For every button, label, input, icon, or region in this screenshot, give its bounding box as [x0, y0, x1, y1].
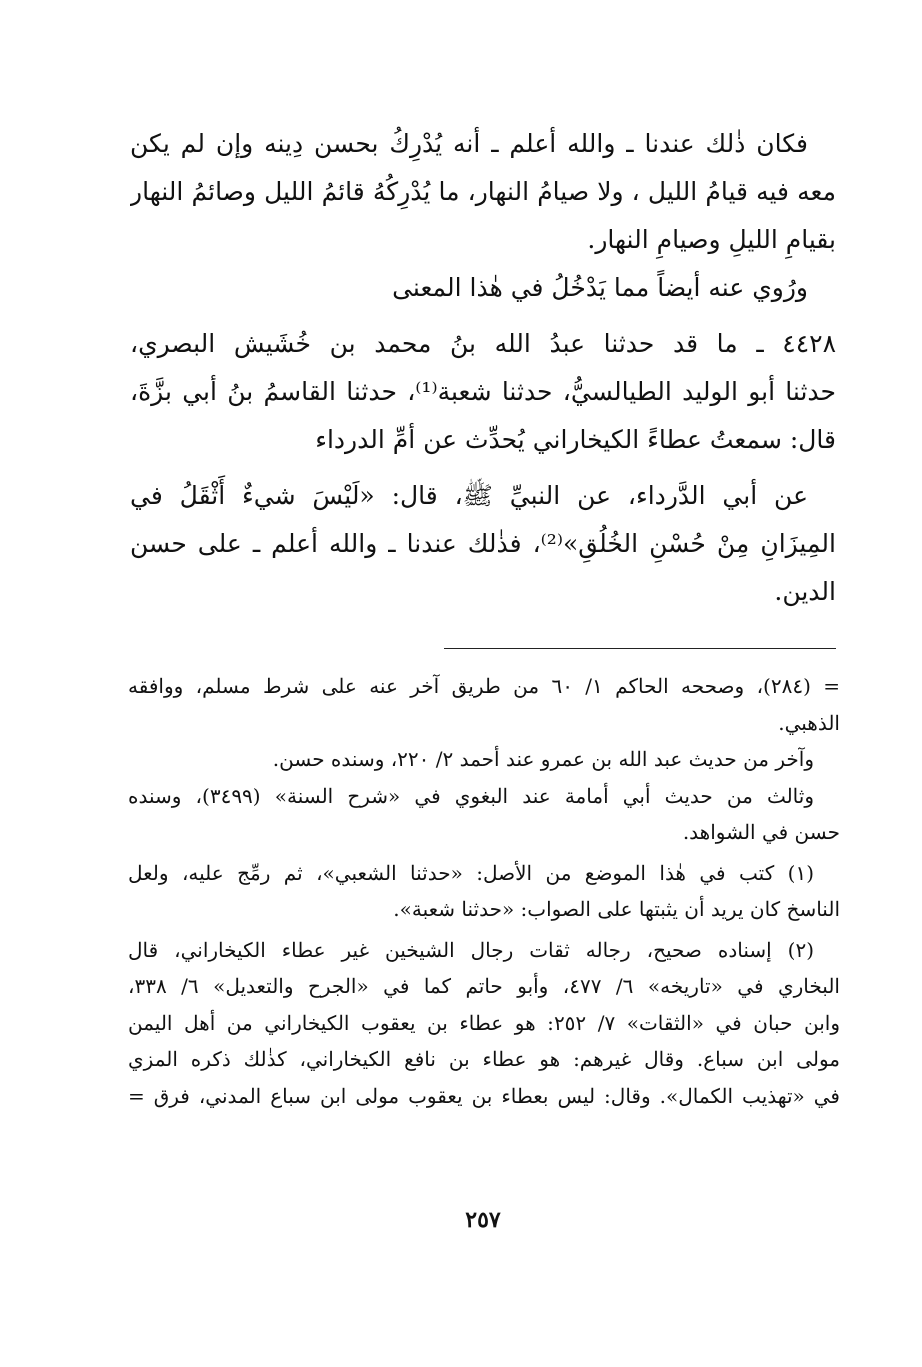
text-line: فكان ذٰلك عندنا ـ والله أعلم ـ أنه يُدْرِكُ بحسن دِينه وإن لم يكن	[130, 129, 808, 158]
footnote-second-route	[128, 741, 840, 778]
text-line: الدين.	[774, 577, 836, 606]
paragraph-hadith-isnad	[130, 320, 836, 464]
page-number: ٢٥٧	[465, 1207, 501, 1233]
text-line: المِيزَانِ مِنْ حُسْنِ الخُلُقِ»⁽²⁾، فذٰلك عندنا ـ والله أعلم ـ على حسن	[130, 529, 836, 558]
text-line: قال: سمعتُ عطاءً الكيخاراني يُحدِّث عن أمِّ الدرداء	[315, 425, 836, 454]
footnote-line: وآخر من حديث عبد الله بن عمرو عند أحمد ٢/ ٢٢٠، وسنده حسن.	[272, 747, 814, 771]
text-line: معه فيه قيامُ الليل ، ولا صيامُ النهار، ما يُدْرِكُهُ قائمُ الليل وصائمُ النهار	[130, 177, 836, 206]
book-page	[128, 120, 840, 1360]
footnote-line: (١) كتب في هٰذا الموضع من الأصل: «حدثنا الشعبي»، ثم رمِّج عليه، ولعل	[128, 860, 814, 885]
paragraph-commentary	[130, 120, 836, 264]
main-text	[130, 120, 836, 616]
footnote-line: في «تهذيب الكمال». وقال: ليس بعطاء بن يعقوب مولى ابن سباع المدني، فرق =	[128, 1083, 840, 1108]
paragraph-intro	[130, 264, 836, 312]
footnote-line: وثالث من حديث أبي أمامة عند البغوي في «شرح السنة» (٣٤٩٩)، وسنده	[128, 783, 815, 808]
footnote-line: الذهبي.	[778, 710, 840, 735]
footnote-continuation	[128, 668, 840, 741]
text-line: عن أبي الدَّرداء، عن النبيِّ ﷺ، قال: «لَيْسَ شيءٌ أَثْقَلُ في	[130, 481, 808, 510]
footnote-line: مولى ابن سباع. وقال غيرهم: هو عطاء بن نافع الكيخاراني، كذٰلك ذكره المزي	[128, 1047, 840, 1071]
footnote-2	[128, 932, 840, 1115]
paragraph-hadith-matn	[130, 472, 836, 616]
footnotes	[128, 668, 840, 1114]
footnote-line: = (٢٨٤)، وصححه الحاكم ١/ ٦٠ من طريق آخر عنه على شرط مسلم، ووافقه	[128, 674, 840, 698]
footnote-1	[128, 855, 840, 928]
footnote-line: وابن حبان في «الثقات» ٧/ ٢٥٢: هو عطاء بن يعقوب الكيخاراني من أهل اليمن	[128, 1010, 840, 1035]
footnote-line: (٢) إسناده صحيح، رجاله ثقات رجال الشيخين غير عطاء الكيخاراني، قال	[128, 937, 814, 962]
footnote-line: حسن في الشواهد.	[682, 820, 840, 844]
text-line: ورُوي عنه أيضاً مما يَدْخُلُ في هٰذا المعنى	[392, 273, 808, 302]
text-line: ٤٤٢٨ ـ ما قد حدثنا عبدُ الله بنُ محمد بن خُشَيش البصري،	[130, 329, 836, 358]
footnote-third-route	[128, 778, 840, 851]
footnote-line: الناسخ كان يريد أن يثبتها على الصواب: «حدثنا شعبة».	[393, 897, 840, 921]
footnote-line: البخاري في «تاريخه» ٦/ ٤٧٧، وأبو حاتم كما في «الجرح والتعديل» ٦/ ٣٣٨،	[128, 974, 840, 998]
text-line: حدثنا أبو الوليد الطيالسيُّ، حدثنا شعبة⁽¹⁾، حدثنا القاسمُ بنُ أبي بزَّةَ،	[130, 377, 836, 406]
text-line: بقيامِ الليلِ وصيامِ النهار.	[587, 225, 836, 254]
footnote-separator	[444, 648, 836, 649]
